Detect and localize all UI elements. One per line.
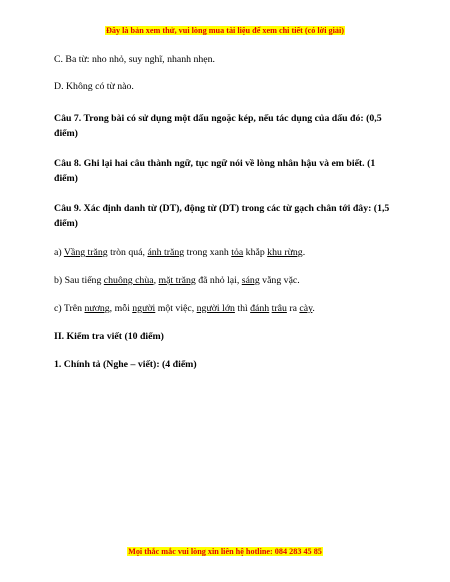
section-heading-writing-test: II. Kiểm tra viết (10 điểm) xyxy=(54,331,164,342)
option-c: C. Ba từ: nho nhỏ, suy nghĩ, nhanh nhẹn. xyxy=(54,54,215,65)
hotline-text: Mọi thắc mắc vui lòng xin liên hệ hotline: 084 283 45 85 xyxy=(128,547,322,556)
underlined-word: tỏa xyxy=(231,247,244,258)
section-heading-dictation: 1. Chính tả (Nghe – viết): (4 điểm) xyxy=(54,359,197,370)
question-8: Câu 8. Ghi lại hai câu thành ngữ, tục ngữ nói về lòng nhân hậu và em biết. (1 điểm) xyxy=(54,158,376,184)
preview-notice-banner xyxy=(0,26,450,36)
underlined-word: người xyxy=(132,303,156,314)
underlined-word: nương xyxy=(84,303,110,314)
underlined-word: chuông chùa xyxy=(103,275,154,286)
question-9: Câu 9. Xác định danh từ (DT), động từ (DT) trong các từ gạch chân tới đây: (1,5 điểm) xyxy=(54,203,390,229)
underlined-word: trâu xyxy=(271,303,287,314)
underlined-word: ánh trăng xyxy=(147,247,185,258)
underlined-word: đánh xyxy=(250,303,270,314)
sentence-b: b) Sau tiếng chuông chùa, mặt trăng đã nhỏ lại, sáng vằng vặc. xyxy=(54,275,300,286)
question-7: Câu 7. Trong bài có sử dụng một dấu ngoặc kép, nếu tác dụng của dấu đó: (0,5 điểm) xyxy=(54,113,382,139)
option-d: D. Không có từ nào. xyxy=(54,81,134,92)
underlined-word: khu rừng xyxy=(267,247,303,258)
hotline-banner xyxy=(0,547,450,557)
sentence-c: c) Trên nương, mỗi người một việc, người lớn thì đánh trâu ra cày. xyxy=(54,303,315,314)
sentence-a: a) Vầng trăng tròn quá, ánh trăng trong xanh tỏa khắp khu rừng. xyxy=(54,247,306,258)
preview-notice-text: Đây là bản xem thử, vui lòng mua tài liệu để xem chi tiết (có lời giải) xyxy=(105,26,344,35)
underlined-word: người lớn xyxy=(196,303,235,314)
underlined-word: sáng xyxy=(241,275,260,286)
underlined-word: Vầng trăng xyxy=(63,247,108,258)
underlined-word: mặt trăng xyxy=(158,275,196,286)
underlined-word: cày xyxy=(299,303,313,314)
